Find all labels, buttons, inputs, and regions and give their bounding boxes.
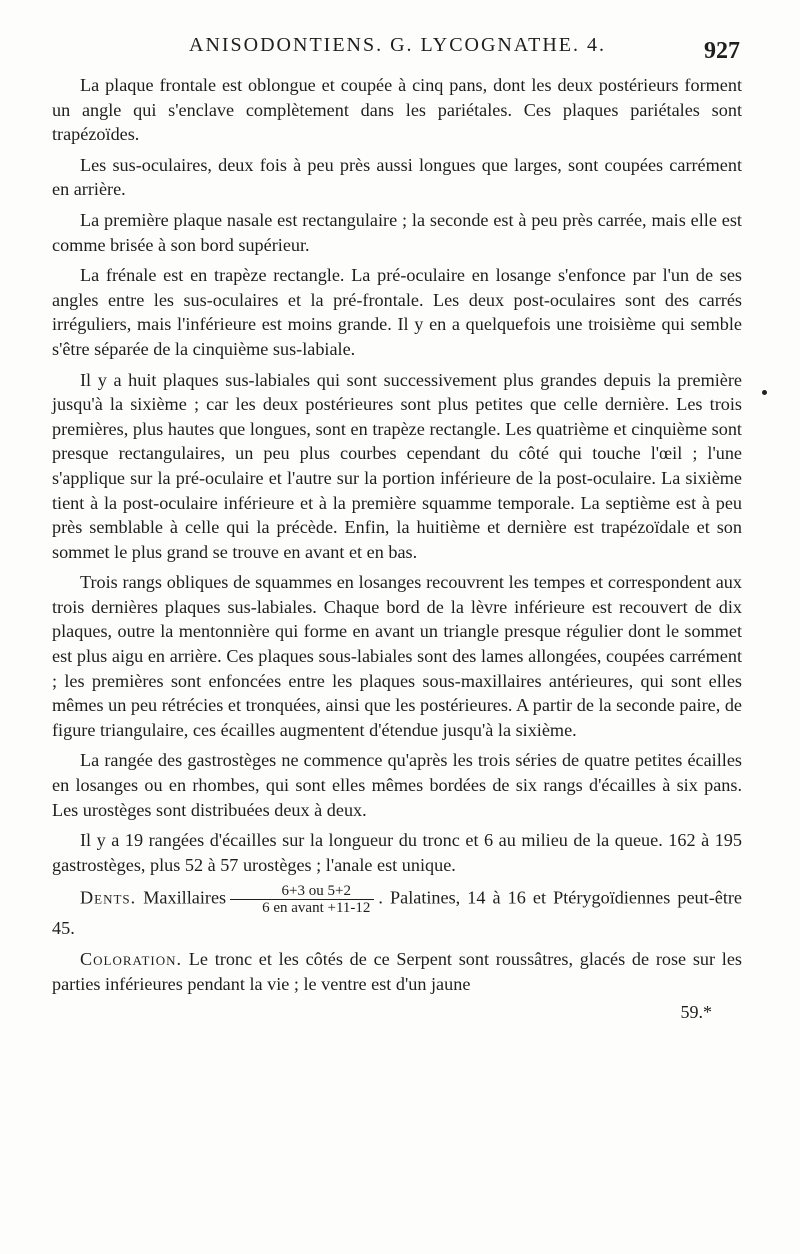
page-number: 927	[704, 38, 740, 64]
dents-label: Dents.	[80, 888, 137, 909]
paragraph-coloration	[52, 947, 742, 996]
paragraph-dents	[52, 883, 742, 941]
signature-mark: 59.*	[680, 1002, 712, 1023]
running-title: ANISODONTIENS. G. LYCOGNATHE. 4.	[189, 34, 606, 56]
paragraph-rangees: Il y a 19 rangées d'écailles sur la longueur du tronc et 6 au milieu de la queue. 162 à 195 gastrostèges, plus 52 à 57 urostèges ; l'anale est unique.	[52, 830, 742, 875]
margin-dot	[762, 390, 767, 395]
dental-formula	[230, 883, 374, 916]
paragraph-frenale: La frénale est en trapèze rectangle. La pré-oculaire en losange s'enfonce par l'un de ses angles entre les sus-oculaires et la pré-frontale. Les deux post-oculaires sont des carrés irréguliers, mais l'inférieure est moins grande. Il y en a quelquefois une troisième qui semble s'être séparée de la cinquième sus-labiale.	[52, 265, 742, 359]
coloration-label: Coloration.	[80, 949, 183, 969]
body-text	[52, 73, 742, 1025]
paragraph-frontale: La plaque frontale est oblongue et coupée à cinq pans, dont les deux postérieurs forment un angle qui s'enclave complètement dans les pariétales. Ces plaques pariétales sont trapézoïdes.	[52, 75, 742, 145]
paragraph-sus-labiales: Il y a huit plaques sus-labiales qui sont successivement plus grandes depuis la première jusqu'à la sixième ; car les deux postérieures sont plus petites que celle dernière. Les trois premières, plus hautes que longues, sont en trapèze rectangle. Les quatrième et cinquième sont presque rectangulaires, un peu plus courbes cependant du côté qui touche l'œil ; l'une s'applique sur la pré-oculaire et l'autre sur la portion inférieure de la post-oculaire. La sixième tient à la post-oculaire inférieure et à la première squamme temporale. La septième est à peu près semblable à celle qui la précède. Enfin, la huitième et dernière est trapézoïdale et son sommet le plus grand se trouve en avant et en bas.	[52, 369, 742, 562]
paragraph-tempes: Trois rangs obliques de squammes en losanges recouvrent les tempes et correspondent aux trois dernières plaques sus-labiales. Chaque bord de la lèvre inférieure est recouvert de dix plaques, outre la mentonnière qui forme en avant un triangle presque régulier dont le sommet est plus aigu en arrière. Ces plaques sous-labiales sont des lames allongées, coupées carrément ; les premières sont enfoncées entre les plaques sous-maxillaires antérieures, qui sont elles mêmes un peu rétrécies et tronquées, ainsi que les postérieures. A partir de la seconde paire, de figure triangulaire, ces écailles augmentent d'étendue jusqu'à la sixième.	[52, 572, 742, 740]
paragraph-sus-oculaires: Les sus-oculaires, deux fois à peu près aussi longues que larges, sont coupées carrément en arrière.	[52, 154, 742, 200]
dents-prefix: Maxillaires	[143, 888, 227, 909]
formula-numerator: 6+3 ou 5+2	[230, 883, 374, 900]
paragraph-gastrosteges: La rangée des gastrostèges ne commence qu'après les trois séries de quatre petites écailles en losanges ou en rhombes, qui sont elles mêmes bordées de six rangs d'écailles à six pans. Les urostèges sont distribuées deux à deux.	[52, 750, 742, 820]
running-head	[95, 34, 740, 64]
dents-suffix: . Palatines, 14 à 16 et Ptérygoïdiennes peut-être 45.	[52, 888, 743, 939]
coloration-text: Le tronc et les côtés de ce Serpent sont roussâtres, glacés de rose sur les parties inférieures pendant la vie ; le ventre est d'un jaune	[52, 949, 743, 994]
paragraph-nasale: La première plaque nasale est rectangulaire ; la seconde est à peu près carrée, mais elle est comme brisée à son bord supérieur.	[52, 209, 742, 255]
formula-denominator: 6 en avant +11-12	[262, 900, 371, 917]
